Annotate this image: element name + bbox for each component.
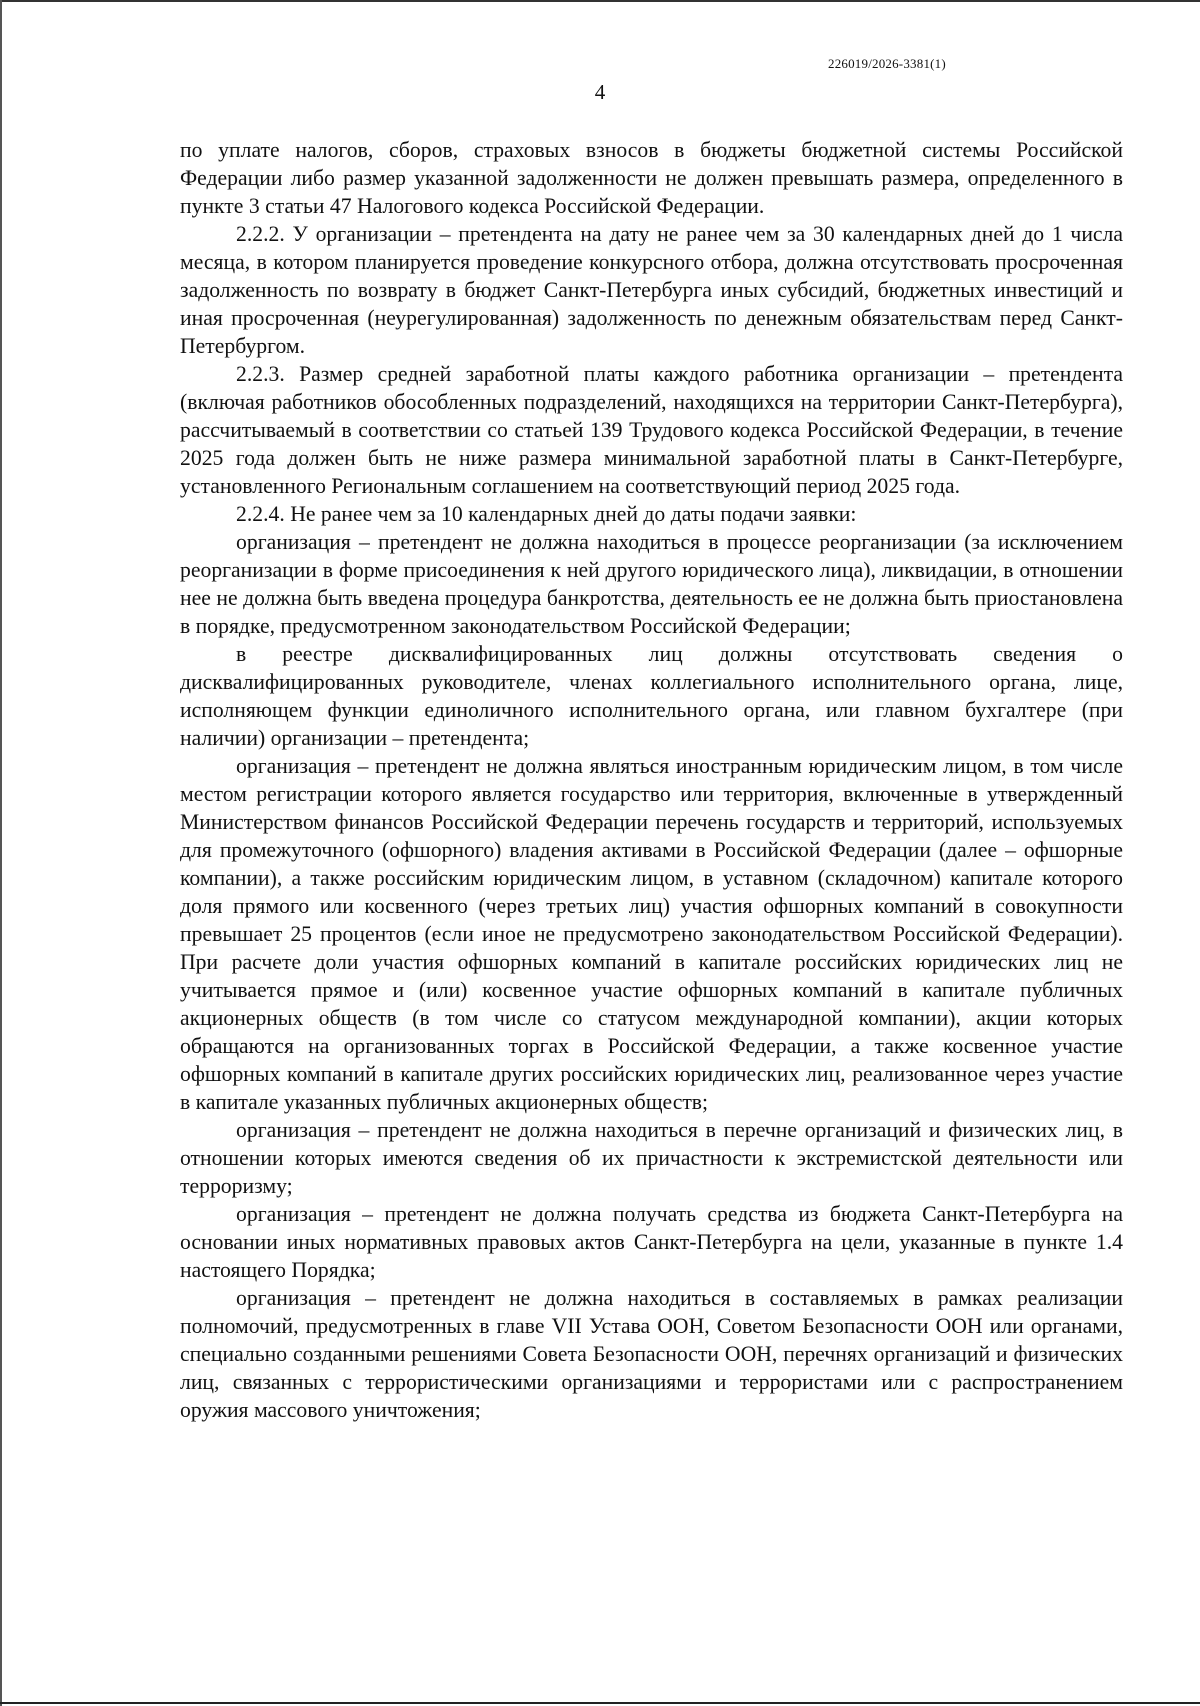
paragraph-other-budget-funds: организация – претендент не должна получать средства из бюджета Санкт-Петербурга на основании иных нормативных правовых актов Санкт-Петербурга на цели, указанные в пункте 1.4 настоящего Порядка;	[180, 1202, 1123, 1282]
paragraph-disqualified-registry: в реестре дисквалифицированных лиц должны отсутствовать сведения о дисквалифицированных руководителе, членах коллегиального исполнительного органа, лице, исполняющем функции единоличного исполнительного органа, или главном бухгалтере (при наличии) организации – претендента;	[180, 642, 1123, 750]
scan-left-edge	[0, 0, 2, 1706]
scan-top-edge	[0, 0, 1200, 2]
document-registration-code: 226019/2026-3381(1)	[828, 56, 946, 71]
paragraph-tax-debt-continuation: по уплате налогов, сборов, страховых взносов в бюджеты бюджетной системы Российской Федерации либо размер указанной задолженности не должен превышать размера, определенного в пункте 3 статьи 47 Налогового кодекса Российской Федерации.	[180, 138, 1123, 218]
page-number: 4	[594, 80, 606, 104]
paragraph-2-2-4: 2.2.4. Не ранее чем за 10 календарных дней до даты подачи заявки:	[236, 502, 857, 526]
document-body	[180, 136, 1123, 1424]
paragraph-2-2-2: 2.2.2. У организации – претендента на дату не ранее чем за 30 календарных дней до 1 числа месяца, в котором планируется проведение конкурсного отбора, должна отсутствовать просроченная задолженность по возврату в бюджет Санкт-Петербурга иных субсидий, бюджетных инвестиций и иная просроченная (неурегулированная) задолженность по денежным обязательствам перед Санкт-Петербургом.	[180, 222, 1123, 358]
paragraph-un-sanctions: организация – претендент не должна находиться в составляемых в рамках реализации полномочий, предусмотренных в главе VII Устава ООН, Советом Безопасности ООН или органами, специально созданными решениями Совета Безопасности ООН, перечнях организаций и физических лиц, связанных с террористическими организациями и террористами или с распространением оружия массового уничтожения;	[180, 1286, 1123, 1422]
paragraph-extremism: организация – претендент не должна находиться в перечне организаций и физических лиц, в отношении которых имеются сведения об их причастности к экстремистской деятельности или терроризму;	[180, 1118, 1123, 1198]
paragraph-offshore: организация – претендент не должна являться иностранным юридическим лицом, в том числе местом регистрации которого является государство или территория, включенные в утвержденный Министерством финансов Российской Федерации перечень государств и территорий, используемых для промежуточного (офшорного) владения активами в Российской Федерации (далее – офшорные компании), а также российским юридическим лицом, в уставном (складочном) капитале которого доля прямого или косвенного (через третьих лиц) участия офшорных компаний в совокупности превышает 25 процентов (если иное не предусмотрено законодательством Российской Федерации). При расчете доли участия офшорных компаний в капитале российских юридических лиц не учитывается прямое и (или) косвенное участие офшорных компаний в капитале публичных акционерных обществ (в том числе со статусом международной компании), акции которых обращаются на организованных торгах в Российской Федерации, а также косвенное участие офшорных компаний в капитале других российских юридических лиц, реализованное через участие в капитале указанных публичных акционерных обществ;	[180, 754, 1123, 1114]
paragraph-2-2-3: 2.2.3. Размер средней заработной платы каждого работника организации – претендента (включая работников обособленных подразделений, находящихся на территории Санкт-Петербурга), рассчитываемый в соответствии со статьей 139 Трудового кодекса Российской Федерации, в течение 2025 года должен быть не ниже размера минимальной заработной платы в Санкт-Петербурге, установленного Региональным соглашением на соответствующий период 2025 года.	[180, 362, 1123, 498]
scan-bottom-edge	[0, 1702, 1200, 1704]
paragraph-reorganization: организация – претендент не должна находиться в процессе реорганизации (за исключением реорганизации в форме присоединения к ней другого юридического лица), ликвидации, в отношении нее не должна быть введена процедура банкротства, деятельность ее не должна быть приостановлена в порядке, предусмотренном законодательством Российской Федерации;	[180, 530, 1123, 638]
